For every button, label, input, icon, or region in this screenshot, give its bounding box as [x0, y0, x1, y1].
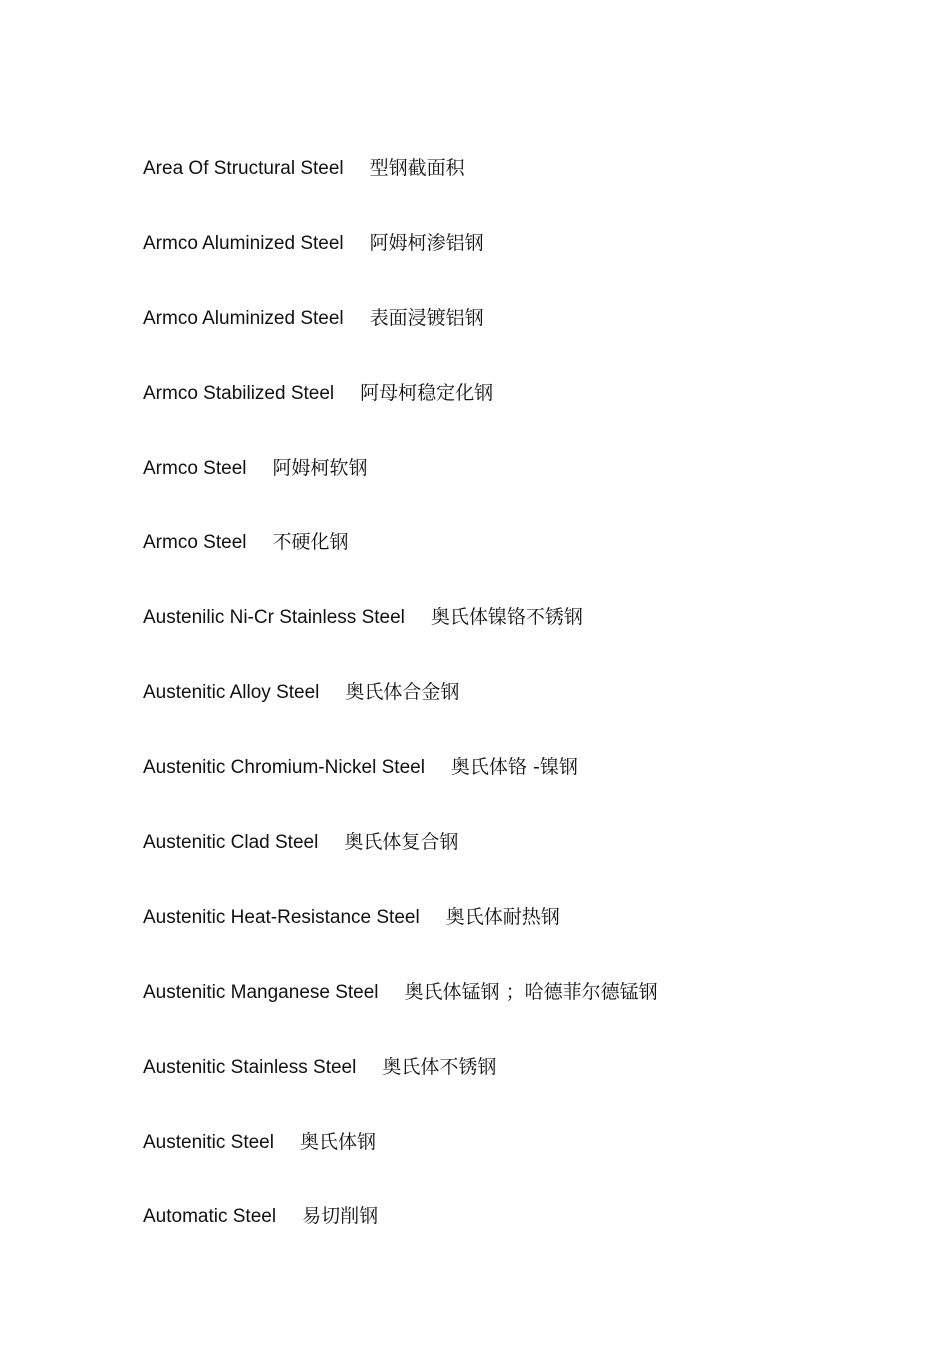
- chinese-term: 奥氏体耐热钢: [445, 905, 560, 928]
- chinese-term: 奥氏体钢: [299, 1130, 376, 1153]
- english-term: Armco Stabilized Steel: [143, 382, 335, 404]
- chinese-term: 奥氏体不锈钢: [382, 1055, 497, 1078]
- english-term: Austenitic Stainless Steel: [143, 1056, 357, 1078]
- english-term: Armco Steel: [143, 532, 247, 554]
- glossary-entry: [143, 1128, 843, 1203]
- chinese-term: 奥氏体锰钢 ；哈德菲尔德锰钢: [404, 980, 658, 1003]
- chinese-term: 阿姆柯渗铝钢: [369, 231, 484, 254]
- chinese-term: 奥氏体铬 -镍钢: [450, 756, 578, 779]
- chinese-term: 阿母柯稳定化钢: [360, 381, 494, 404]
- chinese-term: 奥氏体合金钢: [345, 681, 460, 704]
- chinese-term: 不硬化钢: [272, 531, 349, 554]
- english-term: Austenitic Chromium-Nickel Steel: [143, 757, 425, 779]
- glossary-entry: [143, 678, 843, 753]
- english-term: Armco Aluminized Steel: [143, 307, 344, 329]
- english-term: Armco Aluminized Steel: [143, 232, 344, 254]
- english-term: Automatic Steel: [143, 1206, 277, 1228]
- glossary-entry: [143, 528, 843, 603]
- glossary-entry: [143, 753, 843, 828]
- chinese-term: 易切削钢: [302, 1205, 379, 1228]
- glossary-entry: [143, 903, 843, 978]
- glossary-entry: [143, 229, 843, 304]
- glossary-entry: [143, 454, 843, 529]
- glossary-entry: [143, 379, 843, 454]
- glossary-entry: [143, 828, 843, 903]
- english-term: Austenitic Heat-Resistance Steel: [143, 906, 420, 928]
- english-term: Armco Steel: [143, 457, 247, 479]
- glossary-entry: [143, 1053, 843, 1128]
- chinese-term: 型钢截面积: [369, 157, 465, 179]
- english-term: Austenitic Alloy Steel: [143, 682, 320, 704]
- chinese-term: 奥氏体镍铬不锈钢: [430, 606, 583, 629]
- glossary-entry: [143, 1202, 843, 1277]
- chinese-term: 表面浸镀铝钢: [369, 306, 484, 329]
- chinese-term: 阿姆柯软钢: [272, 456, 368, 479]
- glossary-entry: [143, 154, 843, 229]
- english-term: Austenitic Manganese Steel: [143, 981, 379, 1003]
- glossary-entry: [143, 978, 843, 1053]
- english-term: Area Of Structural Steel: [143, 158, 344, 179]
- glossary-entry: [143, 304, 843, 379]
- chinese-term: 奥氏体复合钢: [344, 831, 459, 854]
- glossary-list: [143, 154, 843, 1277]
- english-term: Austenilic Ni-Cr Stainless Steel: [143, 607, 405, 629]
- glossary-entry: [143, 603, 843, 678]
- english-term: Austenitic Steel: [143, 1131, 274, 1153]
- english-term: Austenitic Clad Steel: [143, 832, 319, 854]
